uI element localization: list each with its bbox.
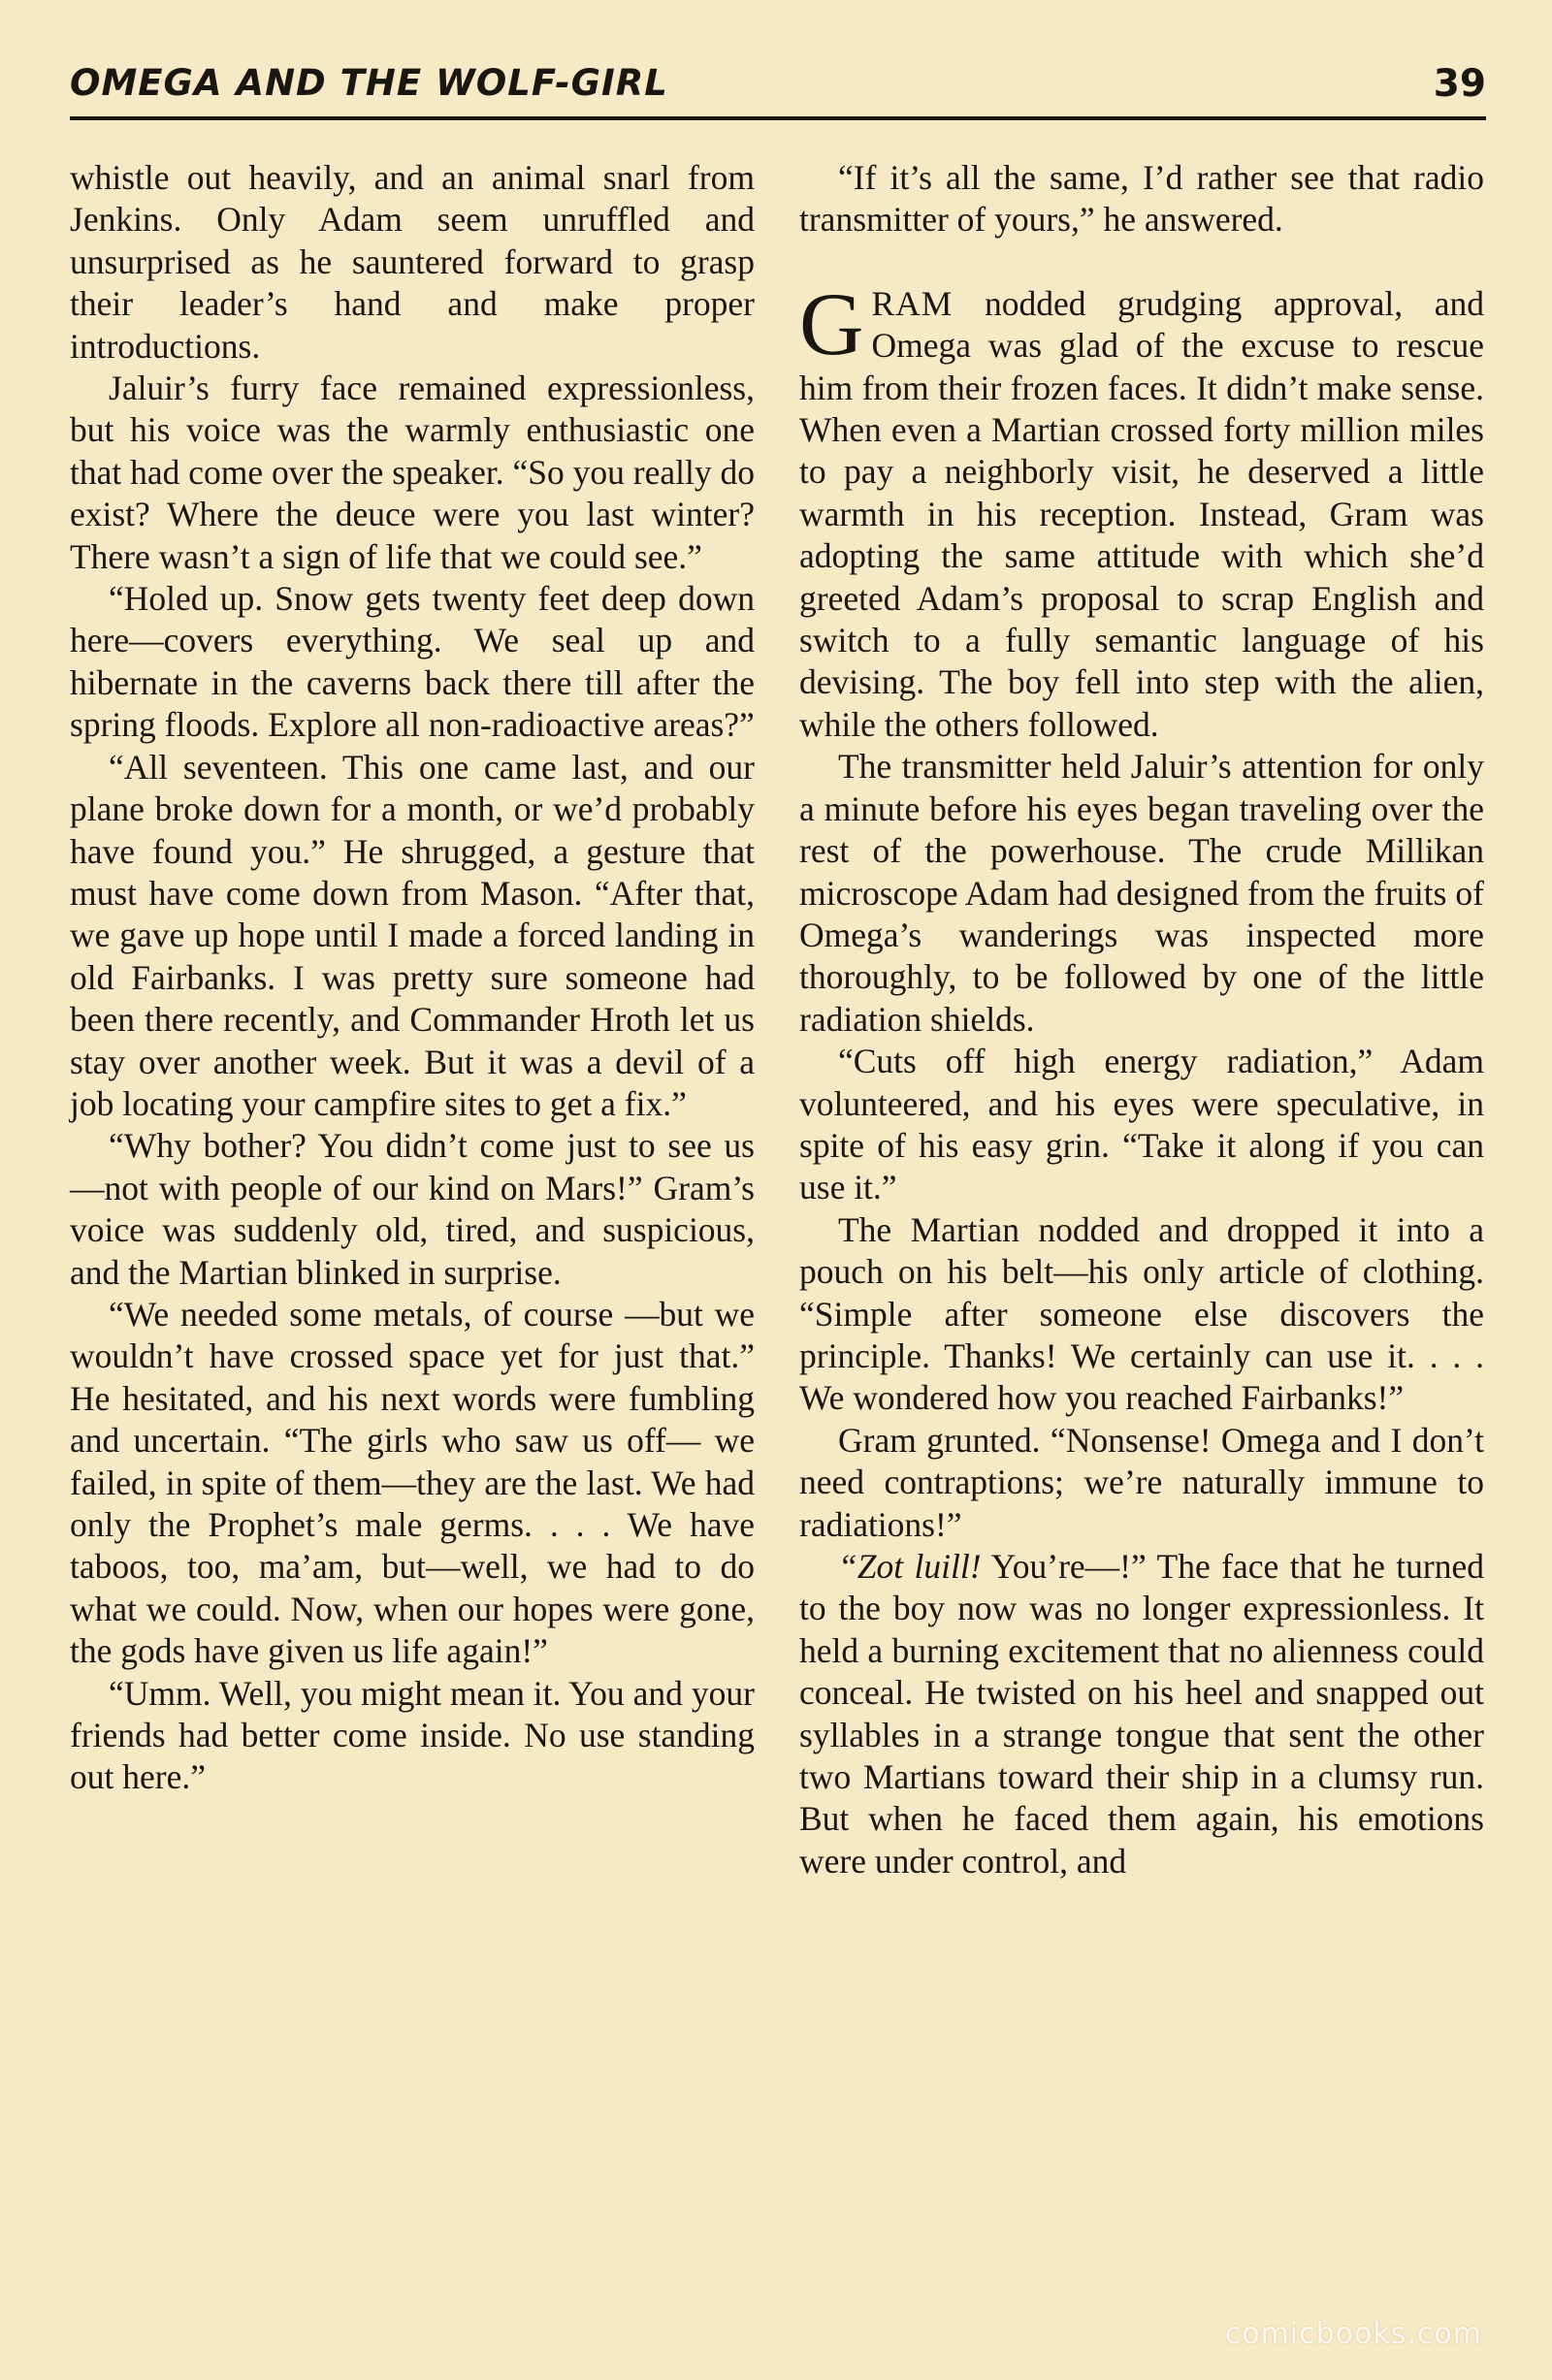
italic-exclamation: “Zot luill! bbox=[838, 1547, 982, 1586]
paragraph: whistle out heavily, and an animal snarl from Jenkins. Only Adam seem unruffled and unsurprised as he sauntered forward to grasp their leader’s hand and make proper introductions. bbox=[70, 158, 755, 366]
paragraph: “All seventeen. This one came last, and our plane broke down for a month, or we’d probably have found you.” He shrugged, a gesture that must have come down from Mason. “After that, we gave up hope until I made a forced landing in old Fairbanks. I was pretty sure someone had been there recently, and Commander Hroth let us stay over another week. But it was a devil of a job locating your campfire sites to get a fix.” bbox=[70, 747, 755, 1123]
paragraph: “Holed up. Snow gets twenty feet deep down here—covers everything. We seal up and hibernate in the caverns back there till after the spring floods. Explore all non-radioactive areas?” bbox=[70, 579, 755, 745]
right-column bbox=[799, 157, 1484, 1882]
paragraph: “If it’s all the same, I’d rather see that radio transmitter of yours,” he answered. bbox=[799, 158, 1484, 240]
paragraph-text: nodded grudging approval, and Omega was glad of the excuse to rescue him from their frozen faces. It didn’t make sense. When even a Martian crossed forty million miles to pay a neighborly visit, he deserved a little warmth in his reception. Instead, Gram was adopting the same attitude with which she’d greeted Adam’s proposal to scrap English and switch to a fully semantic language of his devising. The boy fell into step with the alien, while the others followed. bbox=[799, 283, 1484, 744]
left-column bbox=[70, 157, 755, 1799]
paragraph bbox=[799, 1546, 1484, 1882]
drop-cap: G bbox=[799, 273, 864, 373]
page-header bbox=[70, 56, 1486, 120]
paragraph: “Cuts off high energy radiation,” Adam volunteered, and his eyes were speculative, in spite of his easy grin. “Take it along if you can use it.” bbox=[799, 1042, 1484, 1207]
paragraph: The Martian nodded and dropped it into a pouch on his belt—his only article of clothing. “Simple after someone else discovers the principle. Thanks! We certainly can use it. . . . We wondered how you reached Fairbanks!” bbox=[799, 1209, 1484, 1418]
paragraph: The transmitter held Jaluir’s attention for only a minute before his eyes began traveling over the rest of the powerhouse. The crude Millikan microscope Adam had designed from the fruits of Omega’s wanderings was inspected more thoroughly, to be followed by one of the little radiation shields. bbox=[799, 747, 1484, 1039]
section-opening-paragraph bbox=[799, 273, 1484, 746]
paragraph: Jaluir’s furry face remained expressionless, but his voice was the warmly enthusiastic one that had come over the speaker. “So you really do exist? Where the deuce were you last winter? There wasn’t a sign of life that we could see.” bbox=[70, 369, 755, 576]
paragraph-text: You’re—!” The face that he turned to the boy now was no longer expressionless. It held a burning excitement that no alienness could conceal. He twisted on his heel and snapped out syllables in a strange tongue that sent the other two Martians toward their ship in a clumsy run. But when he faced them again, his emotions were under control, and bbox=[799, 1547, 1484, 1881]
page-number: 39 bbox=[1433, 62, 1486, 106]
small-caps-lead: RAM bbox=[871, 283, 954, 323]
paragraph: “We needed some metals, of course —but we wouldn’t have crossed space yet for just that.” He hesitated, and his next words were fumbling and uncertain. “The girls who saw us off— we failed, in spite of them—they are the last. We had only the Prophet’s male germs. . . . We have taboos, too, ma’am, but—well, we had to do what we could. Now, when our hopes were gone, the gods have given us life again!” bbox=[70, 1294, 755, 1671]
watermark: comicbooks.com bbox=[1224, 2317, 1482, 2351]
paragraph: “Why bother? You didn’t come just to see us—not with people of our kind on Mars!” Gram’s voice was suddenly old, tired, and suspicious, and the Martian blinked in surprise. bbox=[70, 1126, 755, 1292]
paragraph: “Umm. Well, you might mean it. You and your friends had better come inside. No use standing out here.” bbox=[70, 1673, 755, 1797]
running-title: OMEGA AND THE WOLF-GIRL bbox=[70, 62, 668, 104]
paragraph: Gram grunted. “Nonsense! Omega and I don’t need contraptions; we’re naturally immune to radiations!” bbox=[799, 1420, 1484, 1544]
